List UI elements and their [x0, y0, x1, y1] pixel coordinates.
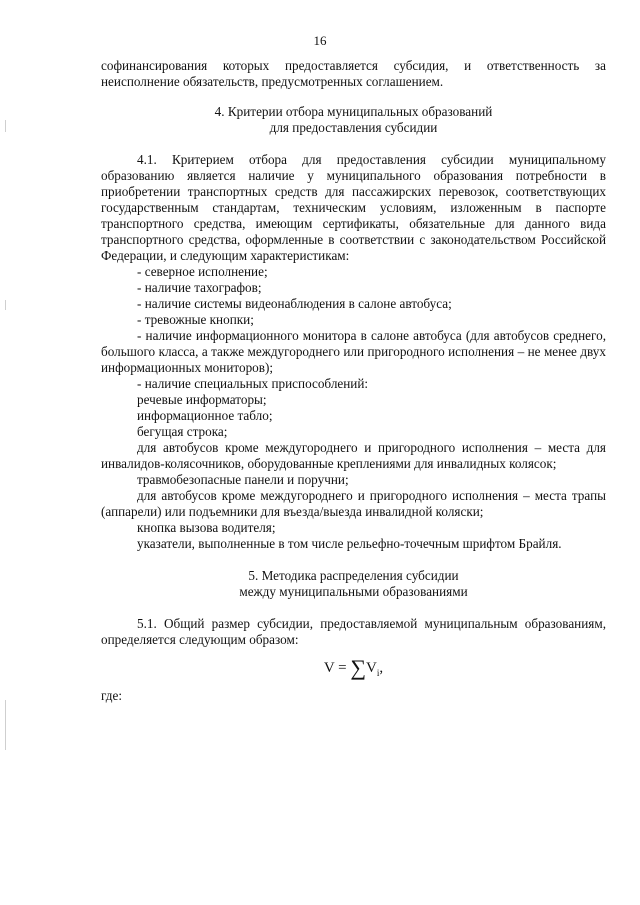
criteria-monitor: - наличие информационного монитора в салоне автобуса (для автобусов среднего, большого класса, а также междугороднего или пригородного исполнения – не менее двух информационных мониторов); [101, 328, 606, 375]
criteria-item: информационное табло; [137, 408, 273, 423]
intro-paragraph: софинансирования которых предоставляется субсидия, и ответственность за неисполнение обязательств, предусмотренных соглашением. [101, 58, 606, 89]
sigma-symbol: ∑ [350, 655, 367, 680]
formula-subscript: i [376, 668, 380, 678]
criteria-item: речевые информаторы; [137, 392, 267, 407]
criteria-item: - наличие специальных приспособлений: [137, 376, 369, 391]
document-body [101, 58, 606, 704]
section-5-1-paragraph: 5.1. Общий размер субсидии, предоставляемой муниципальным образованиям, определяется следующим образом: [101, 616, 606, 647]
formula-left: V = [323, 660, 351, 676]
criteria-ramps: для автобусов кроме междугороднего и пригородного исполнения – места трапы (аппарели) или подъемники для въезда/выезда инвалидной коляски; [101, 488, 606, 519]
scan-margin-mark [5, 700, 6, 750]
criteria-item: кнопка вызова водителя; [137, 520, 276, 535]
criteria-item: - наличие системы видеонаблюдения в салоне автобуса; [137, 296, 452, 311]
where-label: где: [101, 688, 122, 703]
criteria-item: - тревожные кнопки; [137, 312, 254, 327]
section-5-title-line1: 5. Методика распределения субсидии [248, 568, 459, 583]
sum-formula [101, 648, 606, 688]
scan-margin-mark [5, 300, 6, 310]
formula-end: , [379, 660, 384, 676]
formula-var: V [366, 660, 377, 676]
criteria-braille: указатели, выполненные в том числе рельефно-точечным шрифтом Брайля. [137, 536, 562, 551]
section-5-title-line2: между муниципальными образованиями [239, 584, 468, 599]
criteria-item: - северное исполнение; [137, 264, 268, 279]
section-4-title-line1: 4. Критерии отбора муниципальных образований [214, 104, 493, 119]
criteria-item: - наличие тахографов; [137, 280, 262, 295]
section-4-1-paragraph: 4.1. Критерием отбора для предоставления субсидии муниципальному образованию является наличие у муниципального образования потребности в приобретении транспортных средств для пассажирских перевозок, соответствующих государственным стандартам, техническим условиям, изложенным в паспорте транспортного средства, имеющим сертификаты, обязательные для данного вида транспортного средства, оформленные в соответствии с законодательством Российской Федерации, и следующим характеристикам: [101, 152, 606, 263]
criteria-wheelchair: для автобусов кроме междугороднего и пригородного исполнения – места для инвалидов-колясочников, оборудованные креплениями для инвалидных колясок; [101, 440, 606, 471]
section-4-title-line2: для предоставления субсидии [269, 120, 438, 135]
page-number: 16 [313, 33, 327, 48]
criteria-item: бегущая строка; [137, 424, 228, 439]
criteria-item: травмобезопасные панели и поручни; [137, 472, 349, 487]
scan-margin-mark [5, 120, 6, 132]
